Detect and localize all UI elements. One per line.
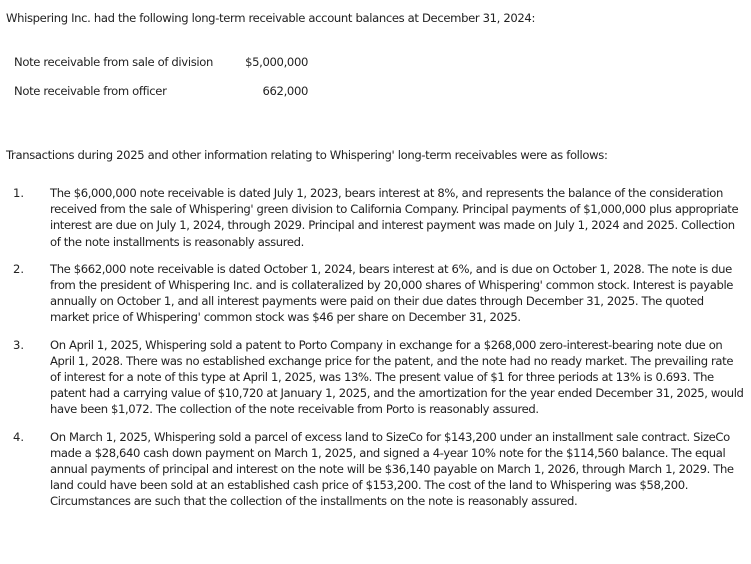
balance-table: [14, 53, 314, 111]
balance-label: Note receivable from sale of division: [14, 55, 213, 69]
item-number: 1.: [13, 186, 25, 200]
balance-amount: 662,000: [262, 84, 308, 98]
intro-text: Whispering Inc. had the following long-term receivable account balances at December 31, 2024:: [6, 11, 536, 25]
transaction-list: [0, 185, 751, 521]
balance-amount: $5,000,000: [245, 55, 308, 69]
item-number: 3.: [13, 337, 25, 352]
item-text: On March 1, 2025, Whispering sold a parcel of excess land to SizeCo for $143,200 under an installment sale contract. SizeCo made a $28,640 cash down payment on March 1, 2025, and signed a 4-year 10% note for the $114,560 balance. The equal annual payments of principal and interest on the note will be $36,140 payable on March 1, 2026, through March 1, 2029. The land could have been sold at an established cash price of $153,200. The cost of the land to Whispering was $58,200. Circumstances are such that the collection of the installments on the note is reasonably assured.: [50, 429, 734, 509]
list-item: [0, 429, 751, 510]
transactions-heading: Transactions during 2025 and other information relating to Whispering' long-term receivables were as follows:: [6, 148, 608, 162]
list-item: [0, 261, 751, 326]
balance-row-officer: [14, 82, 314, 111]
balance-row-division: [14, 53, 314, 82]
balance-label: Note receivable from officer: [14, 84, 167, 98]
item-text: The $662,000 note receivable is dated October 1, 2024, bears interest at 6%, and is due on October 1, 2028. The note is due from the president of Whispering Inc. and is collateralized by 20,000 shares of Whispering' common stock. Interest is payable annually on October 1, and all interest payments were paid on their due dates through December 31, 2025. The quoted market price of Whispering' common stock was $46 per share on December 31, 2025.: [50, 261, 734, 325]
item-number: 4.: [13, 429, 25, 444]
item-number: 2.: [13, 261, 25, 276]
item-text: On April 1, 2025, Whispering sold a patent to Porto Company in exchange for a $268,000 zero-interest-bearing note due on April 1, 2028. There was no established exchange price for the patent, and the note had no ready market. The prevailing rate of interest for a note of this type at April 1, 2025, was 13%. The present value of $1 for three periods at 13% is 0.693. The patent had a carrying value of $10,720 at January 1, 2025, and the amortization for the year ended December 31, 2025, would have been $1,072. The collection of the note receivable from Porto is reasonably assured.: [50, 337, 744, 417]
list-item: [0, 337, 751, 418]
list-item: [0, 185, 751, 250]
item-text: The $6,000,000 note receivable is dated July 1, 2023, bears interest at 8%, and represents the balance of the consideration received from the sale of Whispering' green division to California Company. Principal payments of $1,000,000 plus appropriate interest are due on July 1, 2024, through 2029. Principal and interest payment was made on July 1, 2024 and 2025. Collection of the note installments is reasonably assured.: [50, 186, 739, 249]
